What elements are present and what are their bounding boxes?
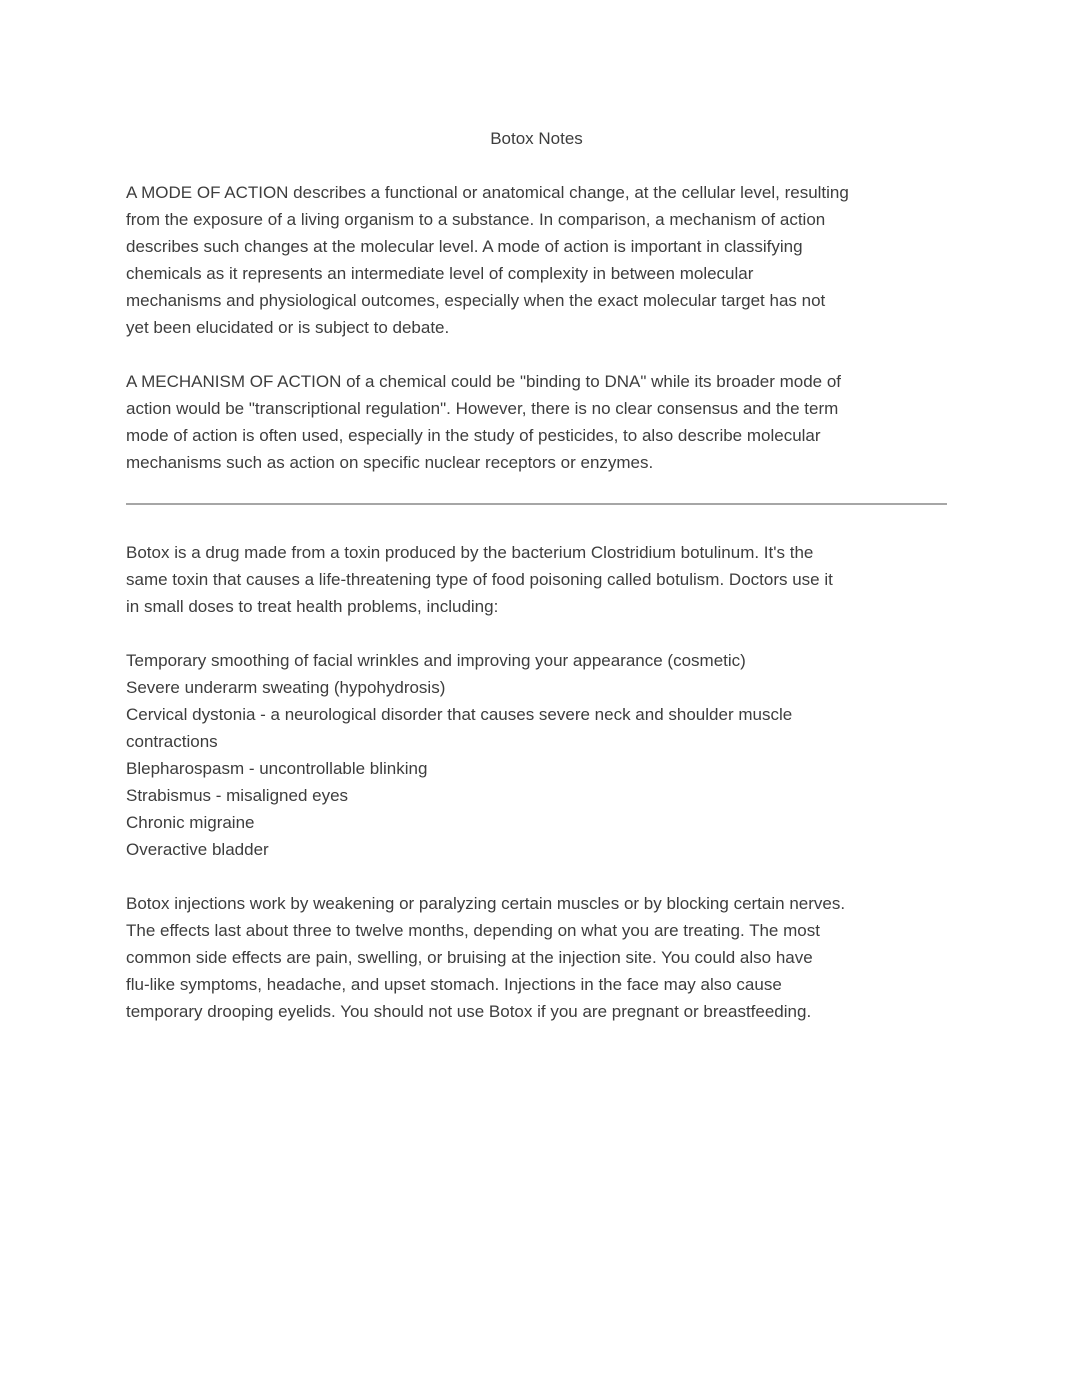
text-line: A MECHANISM OF ACTION of a chemical could be "binding to DNA" while its broader mode of [126, 372, 842, 391]
paragraph-botox-injections [126, 890, 947, 1025]
text-line: A MODE OF ACTION describes a functional or anatomical change, at the cellular level, resulting [126, 183, 849, 202]
paragraph-mode-of-action [126, 179, 947, 341]
text-line: Chronic migraine [126, 813, 255, 832]
text-line: Severe underarm sweating (hypohydrosis) [126, 678, 446, 697]
horizontal-divider [126, 503, 947, 505]
text-line: flu-like symptoms, headache, and upset stomach. Injections in the face may also cause [126, 975, 782, 994]
text-line: temporary drooping eyelids. You should not use Botox if you are pregnant or breastfeeding. [126, 1002, 812, 1021]
text-line: Cervical dystonia - a neurological disorder that causes severe neck and shoulder muscle [126, 705, 793, 724]
text-line: same toxin that causes a life-threatening type of food poisoning called botulism. Doctors use it [126, 570, 833, 589]
text-line: from the exposure of a living organism to a substance. In comparison, a mechanism of action [126, 210, 826, 229]
text-line: mechanisms and physiological outcomes, especially when the exact molecular target has not [126, 291, 826, 310]
text-line: chemicals as it represents an intermediate level of complexity in between molecular [126, 264, 754, 283]
text-line: Strabismus - misaligned eyes [126, 786, 349, 805]
text-line: contractions [126, 732, 218, 751]
text-line: describes such changes at the molecular level. A mode of action is important in classifying [126, 237, 803, 256]
treatment-uses-list [126, 647, 947, 863]
text-line: in small doses to treat health problems, including: [126, 597, 499, 616]
text-line: Blepharospasm - uncontrollable blinking [126, 759, 428, 778]
text-line: Temporary smoothing of facial wrinkles and improving your appearance (cosmetic) [126, 651, 746, 670]
text-line: The effects last about three to twelve months, depending on what you are treating. The most [126, 921, 820, 940]
text-line: Botox is a drug made from a toxin produced by the bacterium Clostridium botulinum. It's the [126, 543, 814, 562]
text-line: Overactive bladder [126, 840, 269, 859]
paragraph-mechanism-of-action [126, 368, 947, 476]
text-line: common side effects are pain, swelling, or bruising at the injection site. You could also have [126, 948, 813, 967]
document-title: Botox Notes [490, 129, 583, 148]
paragraph-botox-intro [126, 539, 947, 620]
text-line: action would be "transcriptional regulation". However, there is no clear consensus and the term [126, 399, 839, 418]
text-line: yet been elucidated or is subject to debate. [126, 318, 450, 337]
text-line: mechanisms such as action on specific nuclear receptors or enzymes. [126, 453, 654, 472]
text-line: mode of action is often used, especially in the study of pesticides, to also describe molecular [126, 426, 821, 445]
text-line: Botox injections work by weakening or paralyzing certain muscles or by blocking certain nerves. [126, 894, 846, 913]
